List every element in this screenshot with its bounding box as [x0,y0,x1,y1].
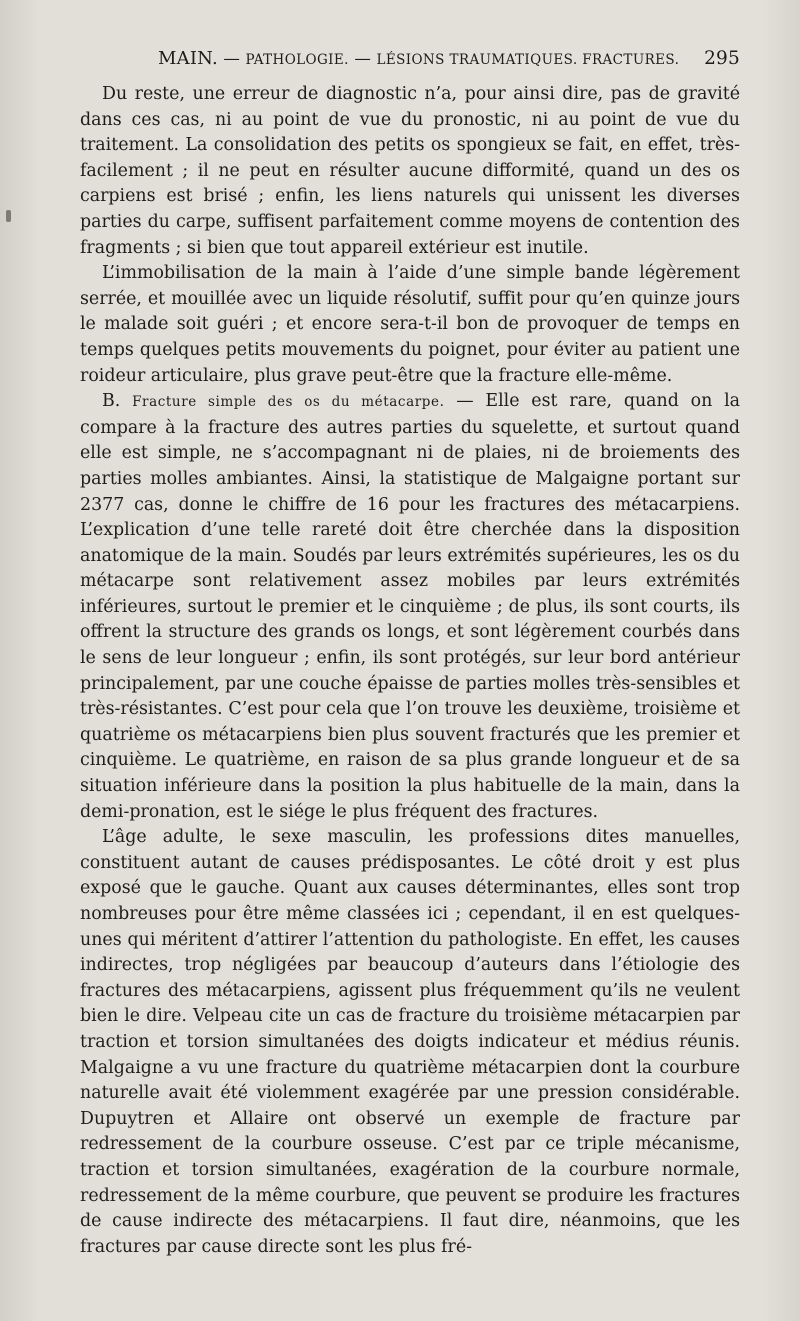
header-topic: LÉSIONS TRAUMATIQUES. FRACTURES. [376,52,680,68]
page-number: 295 [704,48,740,69]
ink-speck [6,210,11,222]
paragraph-1: Du reste, une erreur de diagnostic n’a, pour ainsi dire, pas de gravité dans ces cas, ni au point de vue du pronostic, ni au point de vue du traitement. La consolidation des petits os spongieux se fait, en effet, très-facilement ; il ne peut en résulter aucune difformité, quand un des os carpiens est brisé ; enfin, les liens naturels qui unissent les diverses parties du carpe, suffisent parfaitement comme moyens de contention des fragments ; si bien que tout appareil extérieur est inutile. [80,84,740,258]
paragraph-4: L’âge adulte, le sexe masculin, les professions dites manuelles, constituent autant de causes prédisposantes. Le côté droit y est plus exposé que le gauche. Quant aux causes déterminantes, elles sont trop nombreuses pour être même classées ici ; cependant, il en est quelques-unes qui méritent d’attirer l’attention du pathologiste. En effet, les causes indirectes, trop négligées par beaucoup d’auteurs dans l’étiologie des fractures des métacarpiens, agissent plus fréquemment qu’ils ne veulent bien le dire. Velpeau cite un cas de fracture du troisième métacarpien par traction et torsion simultanées des doigts indicateur et médius réunis. Malgaigne a vu une fracture du quatrième métacarpien dont la courbure naturelle avait été violemment exagérée par une pression considérable. Dupuytren et Allaire ont observé un exemple de fracture par redressement de la courbure osseuse. C’est par ce triple mécanisme, traction et torsion simultanées, exagération de la courbure normale, redressement de la même courbure, que peuvent se produire les fractures de cause indirecte des métacarpiens. Il faut dire, néanmoins, que les fractures par cause directe sont les plus fré- [80,827,740,1257]
section-label: B. [102,391,133,412]
header-subsection: PATHOLOGIE. [245,52,349,68]
header-title [158,48,679,69]
paragraph-3-text: Elle est rare, quand on la compare à la fracture des autres parties du squelette, et surtout quand elle est simple, ne s’accompagnant ni de plaies, ni de broiements des parties molles ambiantes. Ainsi, la statistique de Malgaigne portant sur 2377 cas, donne le chiffre de 16 pour les fractures des métacarpiens. L’explication d’une telle rareté doit être cherchée dans la disposition anatomique de la main. Soudés par leurs extrémités supérieures, les os du métacarpe sont relativement assez mobiles par leurs extrémités inférieures, surtout le premier et le cinquième ; de plus, ils sont courts, ils offrent la structure des grands os longs, et sont légèrement courbés dans le sens de leur longueur ; enfin, ils sont protégés, sur leur bord antérieur principalement, par une couche épaisse de parties molles très-sensibles et très-résistantes. C’est pour cela que l’on trouve les deuxième, troisième et quatrième os métacarpiens bien plus souvent fracturés que les premier et cinquième. Le quatrième, en raison de sa plus grande longueur et de sa situation inférieure dans la position la plus habituelle de la main, dans la demi-pronation, est le siége le plus fréquent des fractures. [80,391,740,822]
paragraph-3 [80,389,740,825]
header-dash-1: — [217,49,246,68]
running-header [80,48,740,76]
paragraph-2: L’immobilisation de la main à l’aide d’une simple bande légèrement serrée, et mouillée avec un liquide résolutif, suffit pour qu’en quinze jours le malade soit guéri ; et encore sera-t-il bon de provoquer de temps en temps quelques petits mouvements du poignet, pour éviter au patient une roideur articulaire, plus grave peut-être que la fracture elle-même. [80,263,740,386]
section-heading: Fracture simple des os du métacarpe. [132,394,445,411]
page-body [80,82,740,1260]
header-dash-2: — [348,49,377,68]
header-section: MAIN. [158,48,218,69]
section-dash: — [444,391,486,412]
